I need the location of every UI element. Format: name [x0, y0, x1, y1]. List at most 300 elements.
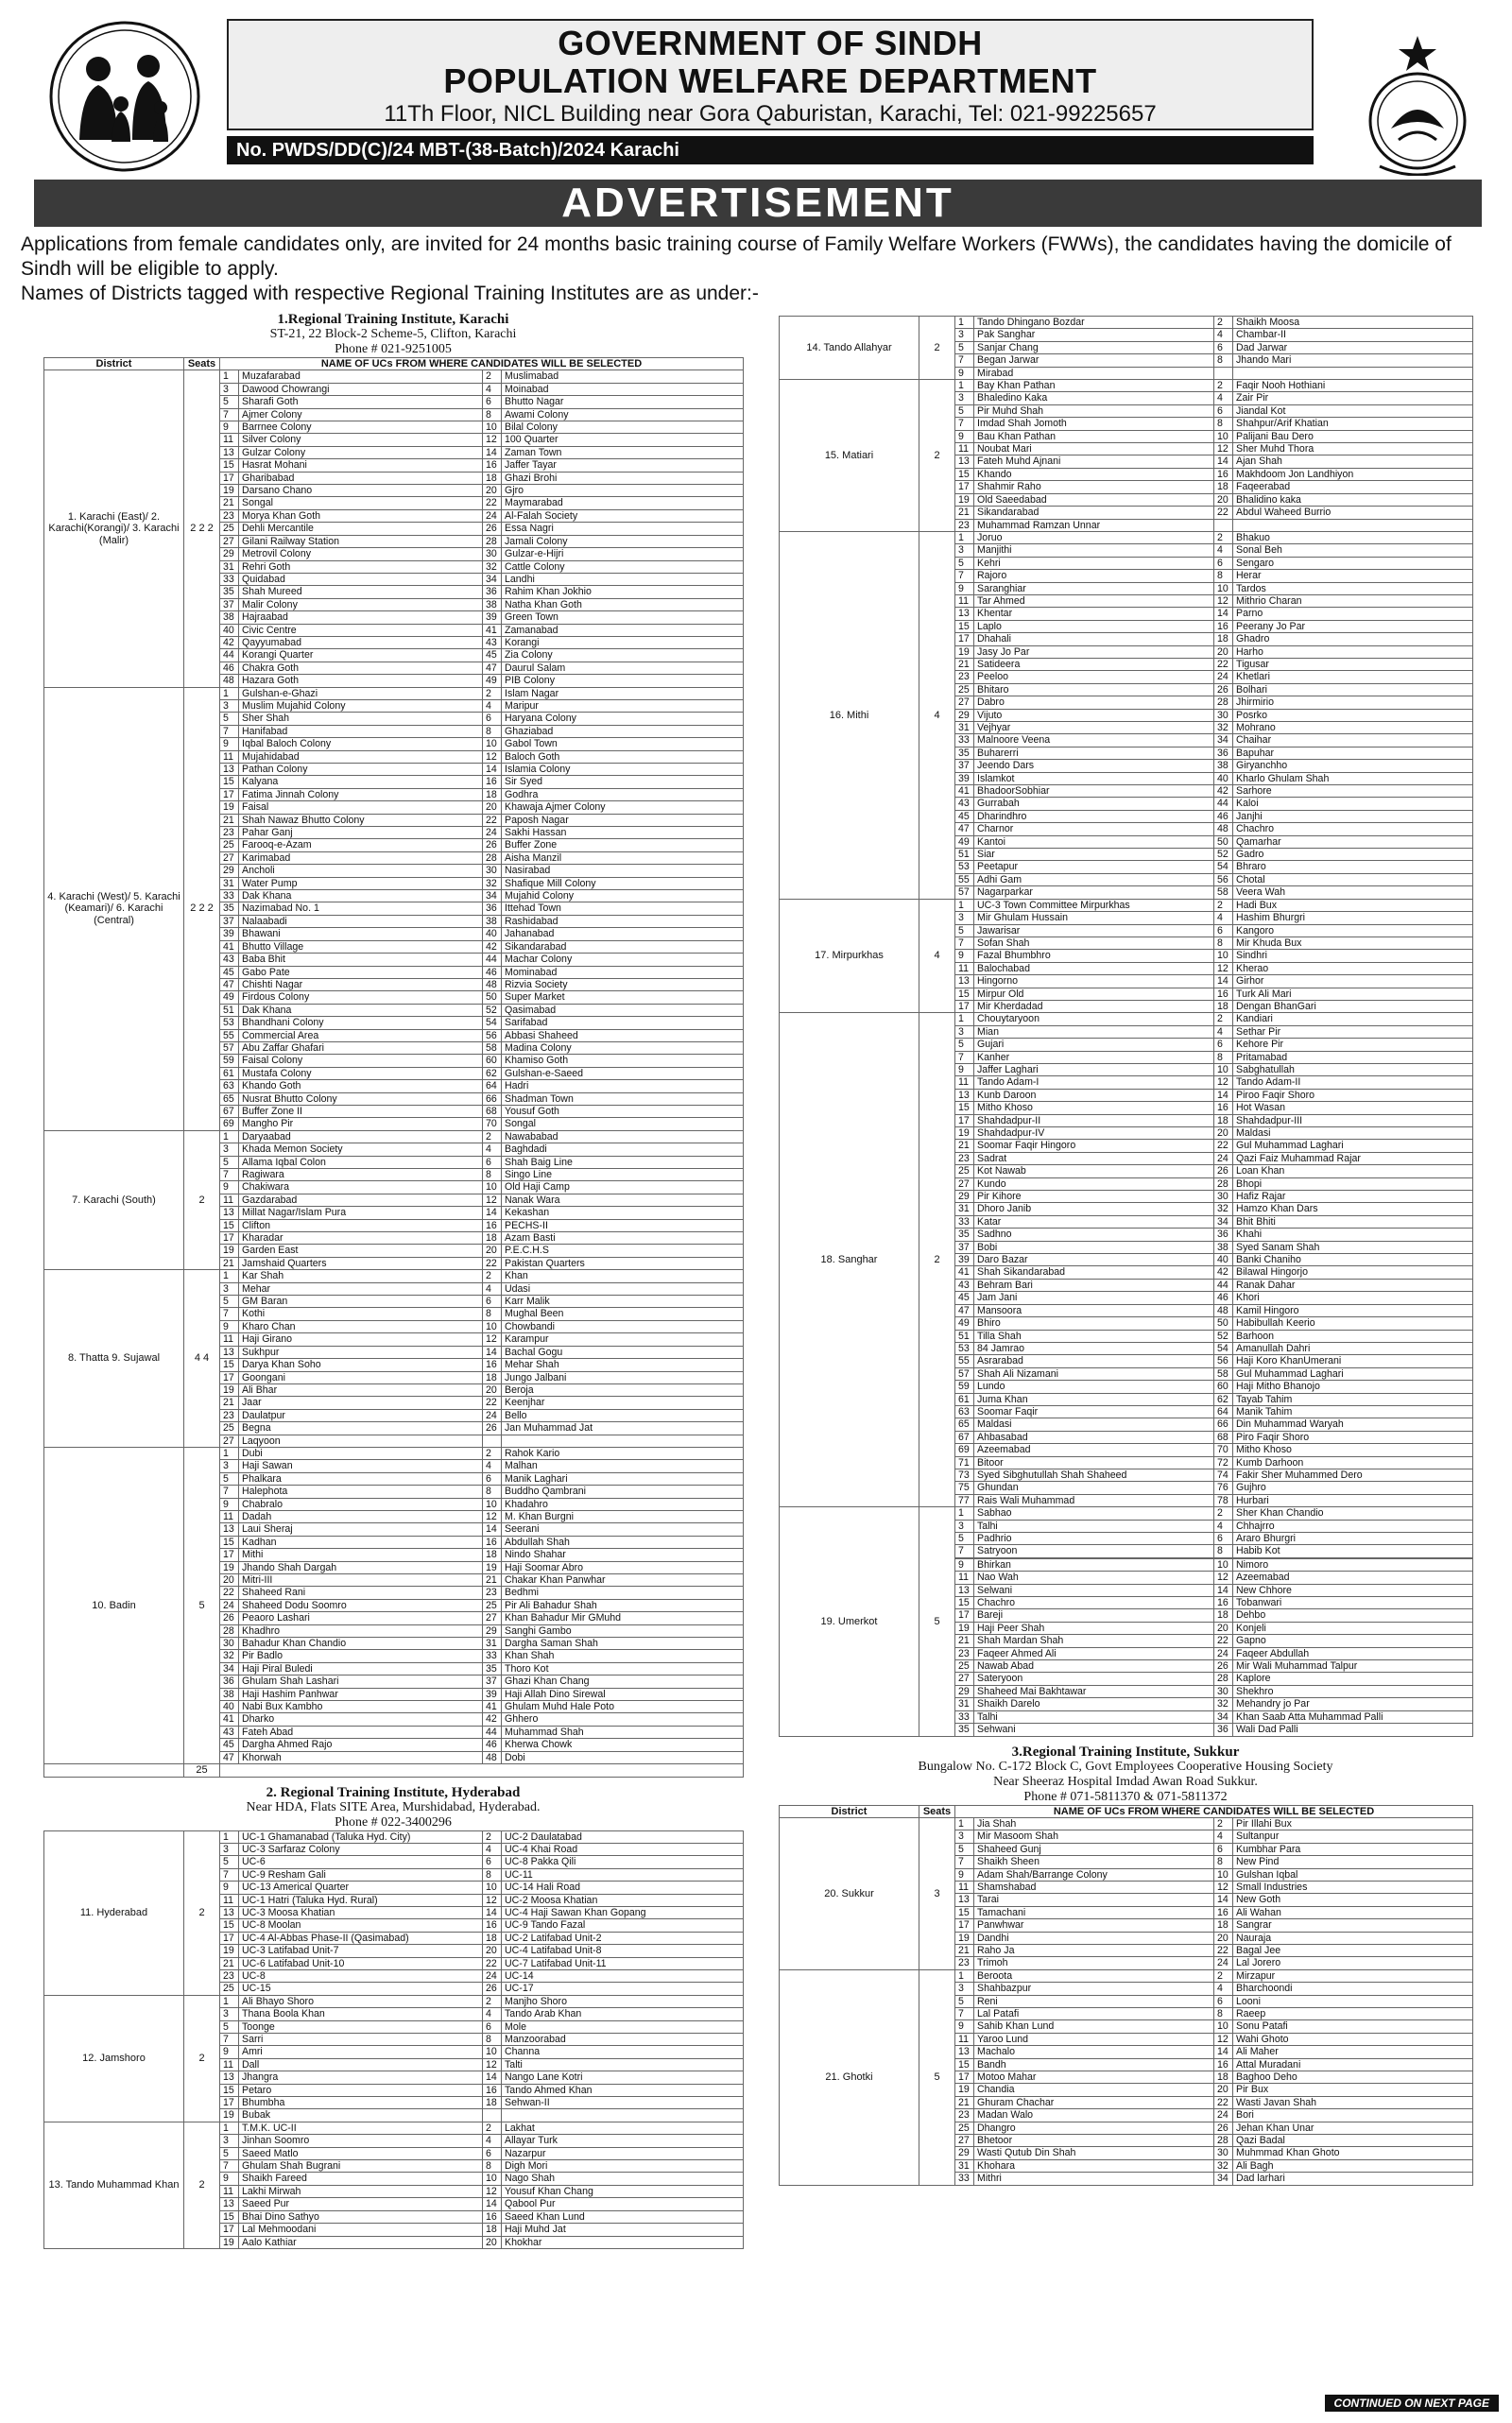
uc-number: 33: [955, 1215, 974, 1228]
uc-number: 20: [1214, 493, 1233, 506]
uc-number: 29: [955, 2147, 974, 2159]
intro-text: [21, 232, 1491, 306]
uc-name: Bhaledino Kaka: [974, 392, 1214, 404]
uc-number: 6: [483, 1156, 502, 1168]
uc-number: 4: [1214, 1983, 1233, 1995]
uc-number: 16: [1214, 988, 1233, 1000]
uc-name: Islamkot: [974, 772, 1214, 784]
uc-number: 7: [955, 570, 974, 582]
uc-name: Janjhi: [1233, 810, 1473, 822]
uc-number: 41: [955, 785, 974, 798]
uc-name: Islam Nagar: [502, 687, 744, 699]
uc-name: Baba Bhit: [239, 954, 483, 966]
uc-name: Kaloi: [1233, 798, 1473, 810]
uc-number: 21: [955, 2096, 974, 2108]
uc-name: Kekashan: [502, 1207, 744, 1219]
uc-name: UC-2 Moosa Khatian: [502, 1894, 744, 1906]
uc-number: 35: [220, 586, 239, 598]
uc-number: 16: [1214, 1102, 1233, 1114]
seats-cell: 2: [184, 1995, 220, 2122]
uc-name: Bhopi: [1233, 1177, 1473, 1190]
uc-name: M. Khan Burgni: [502, 1510, 744, 1522]
uc-number: 27: [955, 696, 974, 709]
uc-number: 18: [483, 2097, 502, 2109]
uc-name: Haji Koro KhanUmerani: [1233, 1355, 1473, 1367]
uc-number: 27: [220, 535, 239, 547]
uc-name: Dhangro: [974, 2122, 1214, 2134]
uc-name: Awami Colony: [502, 408, 744, 421]
table-row: [44, 370, 744, 383]
uc-number: 3: [955, 392, 974, 404]
uc-number: 44: [220, 649, 239, 662]
uc-name: Qasimabad: [502, 1004, 744, 1016]
uc-number: 19: [955, 493, 974, 506]
uc-name: Peetapur: [974, 861, 1214, 873]
uc-number: 2: [1214, 531, 1233, 543]
uc-number: 37: [955, 760, 974, 772]
uc-number: 2: [1214, 1507, 1233, 1520]
uc-name: Mir Kherdadad: [974, 1000, 1214, 1012]
uc-name: Shaheed Rani: [239, 1587, 483, 1599]
uc-number: 10: [1214, 950, 1233, 962]
uc-number: 41: [483, 624, 502, 636]
district-cell: 20. Sukkur: [780, 1817, 919, 1969]
uc-name: Bahadur Khan Chandio: [239, 1638, 483, 1650]
uc-name: Raeep: [1233, 2008, 1473, 2020]
uc-name: Bareji: [974, 1609, 1214, 1622]
uc-number: 30: [483, 548, 502, 560]
uc-name: Chowbandi: [502, 1320, 744, 1332]
uc-number: 10: [483, 1882, 502, 1894]
uc-number: 24: [483, 509, 502, 522]
table-row: [44, 1995, 744, 2007]
uc-name: Bhawani: [239, 928, 483, 940]
uc-number: 5: [955, 1533, 974, 1545]
uc-name: UC-3 Latifabad Unit-7: [239, 1945, 483, 1957]
right-column: [779, 316, 1472, 2404]
uc-name: Shekhro: [1233, 1685, 1473, 1697]
uc-name: Pahar Ganj: [239, 827, 483, 839]
uc-name: Mujahidabad: [239, 750, 483, 763]
uc-number: 47: [220, 978, 239, 990]
table-row: [780, 1507, 1473, 1520]
seats-cell: 2 2 2: [184, 687, 220, 1130]
uc-number: 19: [955, 1127, 974, 1140]
uc-name: Hadri: [502, 1080, 744, 1092]
uc-name: Shamshabad: [974, 1881, 1214, 1893]
uc-name: Haji Sawan: [239, 1460, 483, 1472]
uc-name: Ghazi Brohi: [502, 472, 744, 484]
uc-name: Konjeli: [1233, 1622, 1473, 1634]
uc-number: 55: [220, 1029, 239, 1041]
uc-number: 9: [955, 1063, 974, 1075]
uc-name: Darsano Chano: [239, 485, 483, 497]
uc-name: Qayyumabad: [239, 636, 483, 648]
uc-name: Zair Pir: [1233, 392, 1473, 404]
uc-name: Darya Khan Soho: [239, 1359, 483, 1371]
uc-number: 3: [955, 1520, 974, 1532]
uc-name: Mughal Been: [502, 1308, 744, 1320]
uc-name: Palijani Bau Dero: [1233, 430, 1473, 442]
uc-number: 8: [483, 1308, 502, 1320]
uc-name: Jahanabad: [502, 928, 744, 940]
uc-name: Haji Hashim Panhwar: [239, 1688, 483, 1700]
uc-name: Allayar Turk: [502, 2135, 744, 2147]
uc-name: UC-6 Latifabad Unit-10: [239, 1957, 483, 1969]
uc-name: Piro Faqir Shoro: [1233, 1431, 1473, 1443]
uc-number: 9: [220, 1181, 239, 1194]
uc-number: 1: [955, 531, 974, 543]
uc-number: 15: [955, 988, 974, 1000]
uc-name: Bori: [1233, 2109, 1473, 2122]
uc-number: 14: [483, 764, 502, 776]
uc-number: 48: [220, 675, 239, 687]
uc-number: 57: [955, 1367, 974, 1380]
uc-name: Maldasi: [974, 1418, 1214, 1431]
uc-number: 9: [955, 582, 974, 594]
uc-name: Sofan Shah: [974, 937, 1214, 949]
uc-name: Ahbasabad: [974, 1431, 1214, 1443]
uc-number: 19: [220, 2236, 239, 2248]
uc-name: Turk Ali Mari: [1233, 988, 1473, 1000]
uc-name: Haji Muhd Jat: [502, 2224, 744, 2236]
uc-number: 8: [483, 1486, 502, 1498]
uc-name: UC-4 Khai Road: [502, 1843, 744, 1855]
uc-number: 2: [483, 1130, 502, 1143]
uc-number: 9: [955, 430, 974, 442]
uc-number: 15: [955, 1102, 974, 1114]
uc-number: 21: [955, 507, 974, 519]
uc-name: Chouytaryoon: [974, 1013, 1214, 1025]
uc-number: 3: [955, 544, 974, 557]
uc-name: Sultanpur: [1233, 1830, 1473, 1843]
uc-number: 10: [1214, 430, 1233, 442]
uc-number: 8: [483, 408, 502, 421]
uc-number: 8: [483, 725, 502, 737]
uc-number: 10: [483, 1320, 502, 1332]
department-address: 11Th Floor, NICL Building near Gora Qaburistan, Karachi, Tel: 021-99225657: [384, 101, 1157, 127]
uc-number: 46: [483, 966, 502, 978]
uc-number: 16: [1214, 1597, 1233, 1609]
uc-number: 43: [220, 1726, 239, 1738]
uc-number: 46: [1214, 1292, 1233, 1304]
uc-name: Sher Shah: [239, 713, 483, 725]
uc-name: Godhra: [502, 788, 744, 800]
uc-name: Faqeer Abdullah: [1233, 1647, 1473, 1659]
uc-number: 11: [955, 1572, 974, 1584]
uc-number: 15: [955, 1906, 974, 1918]
uc-name: Songal: [502, 1118, 744, 1130]
uc-number: 33: [955, 2173, 974, 2185]
uc-name: Buharerri: [974, 747, 1214, 759]
uc-name: Banki Chaniho: [1233, 1254, 1473, 1266]
uc-name: Jamshaid Quarters: [239, 1257, 483, 1269]
uc-name: Vijuto: [974, 709, 1214, 721]
seats-header: Seats: [919, 1805, 955, 1817]
uc-number: 45: [483, 649, 502, 662]
uc-name: Peerany Jo Par: [1233, 620, 1473, 632]
uc-number: 8: [1214, 1051, 1233, 1063]
uc-name: Sher Khan Chandio: [1233, 1507, 1473, 1520]
uc-name: UC-17: [502, 1983, 744, 1995]
uc-name: Ali Bagh: [1233, 2159, 1473, 2172]
uc-header: NAME OF UCs FROM WHERE CANDIDATES WILL BE SELECTED: [220, 358, 744, 370]
hyderabad-institute-header: [43, 1785, 743, 1830]
uc-name: Sengaro: [1233, 557, 1473, 569]
uc-number: 2: [1214, 317, 1233, 329]
uc-number: 9: [220, 1498, 239, 1510]
table-row: [44, 2122, 744, 2134]
uc-name: Gabo Pate: [239, 966, 483, 978]
uc-number: 2: [483, 1447, 502, 1459]
uc-number: 42: [1214, 785, 1233, 798]
uc-name: Saeed Khan Lund: [502, 2210, 744, 2223]
uc-number: 34: [483, 890, 502, 902]
uc-name: Manjho Shoro: [502, 1995, 744, 2007]
uc-name: Habib Kot: [1233, 1545, 1473, 1557]
uc-name: Karr Malik: [502, 1296, 744, 1308]
uc-number: 16: [1214, 468, 1233, 480]
uc-number: 9: [955, 367, 974, 379]
uc-name: Bhitaro: [974, 683, 1214, 696]
uc-number: 36: [483, 586, 502, 598]
uc-name: Tar Ahmed: [974, 594, 1214, 607]
total-label-cell: [44, 1764, 184, 1777]
uc-number: 13: [955, 608, 974, 620]
uc-number: 17: [220, 2097, 239, 2109]
uc-number: 11: [955, 443, 974, 455]
uc-number: 4: [483, 383, 502, 395]
uc-number: 39: [955, 772, 974, 784]
uc-number: 75: [955, 1482, 974, 1494]
uc-number: 22: [1214, 658, 1233, 670]
uc-name: UC-14 Hali Road: [502, 1882, 744, 1894]
uc-name: Jhando Mari: [1233, 354, 1473, 367]
uc-number: 16: [1214, 620, 1233, 632]
uc-number: 11: [220, 1894, 239, 1906]
department-title: POPULATION WELFARE DEPARTMENT: [443, 61, 1097, 100]
uc-number: 45: [955, 810, 974, 822]
district-cell: 4. Karachi (West)/ 5. Karachi (Keamari)/ 6. Karachi (Central): [44, 687, 184, 1130]
uc-number: 16: [483, 776, 502, 788]
district-cell: 11. Hyderabad: [44, 1830, 184, 1995]
uc-number: 4: [483, 1460, 502, 1472]
table-row: [780, 380, 1473, 392]
uc-number: 40: [1214, 772, 1233, 784]
uc-name: Sadhno: [974, 1229, 1214, 1241]
uc-number: 14: [1214, 975, 1233, 988]
uc-name: Qamarhar: [1233, 835, 1473, 848]
uc-name: Kunb Daroon: [974, 1089, 1214, 1101]
uc-number: 25: [955, 2122, 974, 2134]
uc-number: 13: [220, 446, 239, 458]
uc-name: Buffer Zone II: [239, 1105, 483, 1117]
uc-number: 36: [1214, 1724, 1233, 1736]
seats-cell: 4: [919, 531, 955, 899]
uc-name: Clifton: [239, 1219, 483, 1231]
uc-number: 5: [955, 1039, 974, 1051]
uc-number: 18: [1214, 481, 1233, 493]
uc-name: Sehwani: [974, 1724, 1214, 1736]
uc-number: 7: [220, 725, 239, 737]
uc-number: 77: [955, 1494, 974, 1506]
uc-number: 8: [1214, 1856, 1233, 1868]
uc-name: Bhiro: [974, 1317, 1214, 1330]
uc-name: Yousuf Khan Chang: [502, 2185, 744, 2197]
uc-number: 24: [1214, 2109, 1233, 2122]
uc-name: Jasy Jo Par: [974, 645, 1214, 658]
uc-number: 17: [955, 1919, 974, 1932]
district-header: District: [44, 358, 184, 370]
uc-name: Manik Tahim: [1233, 1405, 1473, 1418]
uc-name: Tando Dhingano Bozdar: [974, 317, 1214, 329]
uc-name: Kadhan: [239, 1536, 483, 1548]
uc-number: 16: [1214, 2058, 1233, 2071]
uc-number: 8: [1214, 418, 1233, 430]
uc-number: 16: [483, 1219, 502, 1231]
uc-number: 18: [1214, 633, 1233, 645]
uc-name: Lakhat: [502, 2122, 744, 2134]
district-cell: 12. Jamshoro: [44, 1995, 184, 2122]
uc-number: 20: [1214, 1127, 1233, 1140]
uc-number: 23: [955, 519, 974, 531]
uc-name: Haji Girano: [239, 1333, 483, 1346]
uc-number: 18: [1214, 1114, 1233, 1126]
uc-name: Qabool Pur: [502, 2198, 744, 2210]
uc-number: 14: [1214, 2046, 1233, 2058]
uc-number: 35: [220, 902, 239, 915]
uc-name: Kalyana: [239, 776, 483, 788]
uc-number: 5: [220, 2020, 239, 2033]
uc-number: 27: [955, 1673, 974, 1685]
uc-name: Nusrat Bhutto Colony: [239, 1092, 483, 1105]
uc-number: 33: [483, 1650, 502, 1662]
uc-number: 8: [483, 1169, 502, 1181]
uc-name: Sarri: [239, 2034, 483, 2046]
uc-number: 5: [220, 1296, 239, 1308]
uc-name: Sharafi Goth: [239, 396, 483, 408]
uc-name: Lundo: [974, 1381, 1214, 1393]
uc-name: Shadman Town: [502, 1092, 744, 1105]
uc-name: Wasti Javan Shah: [1233, 2096, 1473, 2108]
uc-number: 15: [220, 1359, 239, 1371]
uc-number: 61: [220, 1067, 239, 1079]
uc-name: Small Industries: [1233, 1881, 1473, 1893]
uc-name: Gabol Town: [502, 738, 744, 750]
uc-number: 11: [220, 1510, 239, 1522]
uc-name: Satryoon: [974, 1545, 1214, 1557]
uc-name: Malnoore Veena: [974, 734, 1214, 747]
uc-number: 5: [955, 924, 974, 937]
uc-name: Mehandry jo Par: [1233, 1698, 1473, 1710]
uc-name: Sanghi Gambo: [502, 1624, 744, 1637]
uc-name: Rahok Kario: [502, 1447, 744, 1459]
uc-number: 22: [483, 1257, 502, 1269]
uc-number: 11: [220, 2185, 239, 2197]
uc-number: 38: [220, 1688, 239, 1700]
uc-name: Nawababad: [502, 1130, 744, 1143]
uc-name: Mitho Khoso: [1233, 1444, 1473, 1456]
uc-number: 28: [1214, 1177, 1233, 1190]
uc-name: Green Town: [502, 611, 744, 624]
uc-number: 59: [220, 1055, 239, 1067]
uc-name: Buffer Zone: [502, 839, 744, 851]
uc-name: Abbasi Shaheed: [502, 1029, 744, 1041]
uc-name: Looni: [1233, 1995, 1473, 2007]
uc-number: 2: [483, 1830, 502, 1843]
uc-name: Sabhao: [974, 1507, 1214, 1520]
uc-name: Ranak Dahar: [1233, 1279, 1473, 1291]
karachi-institute-header: [43, 312, 743, 357]
uc-number: 32: [1214, 722, 1233, 734]
uc-number: 23: [955, 1647, 974, 1659]
uc-number: 47: [955, 823, 974, 835]
uc-name: Khohara: [974, 2159, 1214, 2172]
uc-number: 2: [483, 1270, 502, 1282]
uc-number: 4: [483, 699, 502, 712]
uc-name: Faqir Nooh Hothiani: [1233, 380, 1473, 392]
uc-number: 33: [220, 573, 239, 585]
uc-name: Pir Ali Bahadur Shah: [502, 1599, 744, 1611]
uc-name: Nao Wah: [974, 1572, 1214, 1584]
uc-name: Fakir Sher Muhammed Dero: [1233, 1469, 1473, 1481]
uc-number: 40: [220, 1701, 239, 1713]
uc-number: 61: [955, 1393, 974, 1405]
uc-number: 4: [483, 2008, 502, 2020]
uc-number: 43: [955, 1279, 974, 1291]
table-row: [44, 1270, 744, 1282]
uc-name: Bobi: [974, 1241, 1214, 1253]
uc-number: 38: [483, 915, 502, 927]
uc-name: Abu Zaffar Ghafari: [239, 1041, 483, 1054]
uc-name: Shahpur/Arif Khatian: [1233, 418, 1473, 430]
uc-name: Nawab Abad: [974, 1660, 1214, 1673]
uc-name: Sanjar Chang: [974, 341, 1214, 353]
uc-number: 40: [1214, 1254, 1233, 1266]
uc-number: 4: [483, 1843, 502, 1855]
uc-number: 5: [955, 341, 974, 353]
uc-number: 54: [1214, 1342, 1233, 1354]
uc-number: 19: [220, 1245, 239, 1257]
uc-name: Ali Bhar: [239, 1383, 483, 1396]
uc-name: Shah Nawaz Bhutto Colony: [239, 814, 483, 826]
uc-name: UC-3 Moosa Khatian: [239, 1906, 483, 1918]
uc-number: 6: [483, 2147, 502, 2159]
uc-number: 20: [483, 801, 502, 814]
uc-name: Rehri Goth: [239, 560, 483, 573]
uc-number: 3: [220, 1143, 239, 1156]
uc-number: 7: [955, 1545, 974, 1557]
uc-name: Khentar: [974, 608, 1214, 620]
uc-number: 6: [1214, 341, 1233, 353]
uc-number: 68: [1214, 1431, 1233, 1443]
uc-number: 48: [1214, 1304, 1233, 1316]
uc-number: 15: [220, 776, 239, 788]
uc-number: 21: [220, 1397, 239, 1409]
uc-name: Dadah: [239, 1510, 483, 1522]
uc-name: Essa Nagri: [502, 523, 744, 535]
uc-number: 10: [483, 2046, 502, 2058]
uc-name: [1233, 367, 1473, 379]
uc-number: 6: [483, 1856, 502, 1868]
uc-number: 56: [483, 1029, 502, 1041]
uc-name: Hot Wasan: [1233, 1102, 1473, 1114]
uc-name: Muhmmad Khan Ghoto: [1233, 2147, 1473, 2159]
uc-name: Talhi: [974, 1710, 1214, 1723]
uc-number: 49: [955, 835, 974, 848]
uc-name: Paposh Nagar: [502, 814, 744, 826]
uc-number: 30: [483, 865, 502, 877]
